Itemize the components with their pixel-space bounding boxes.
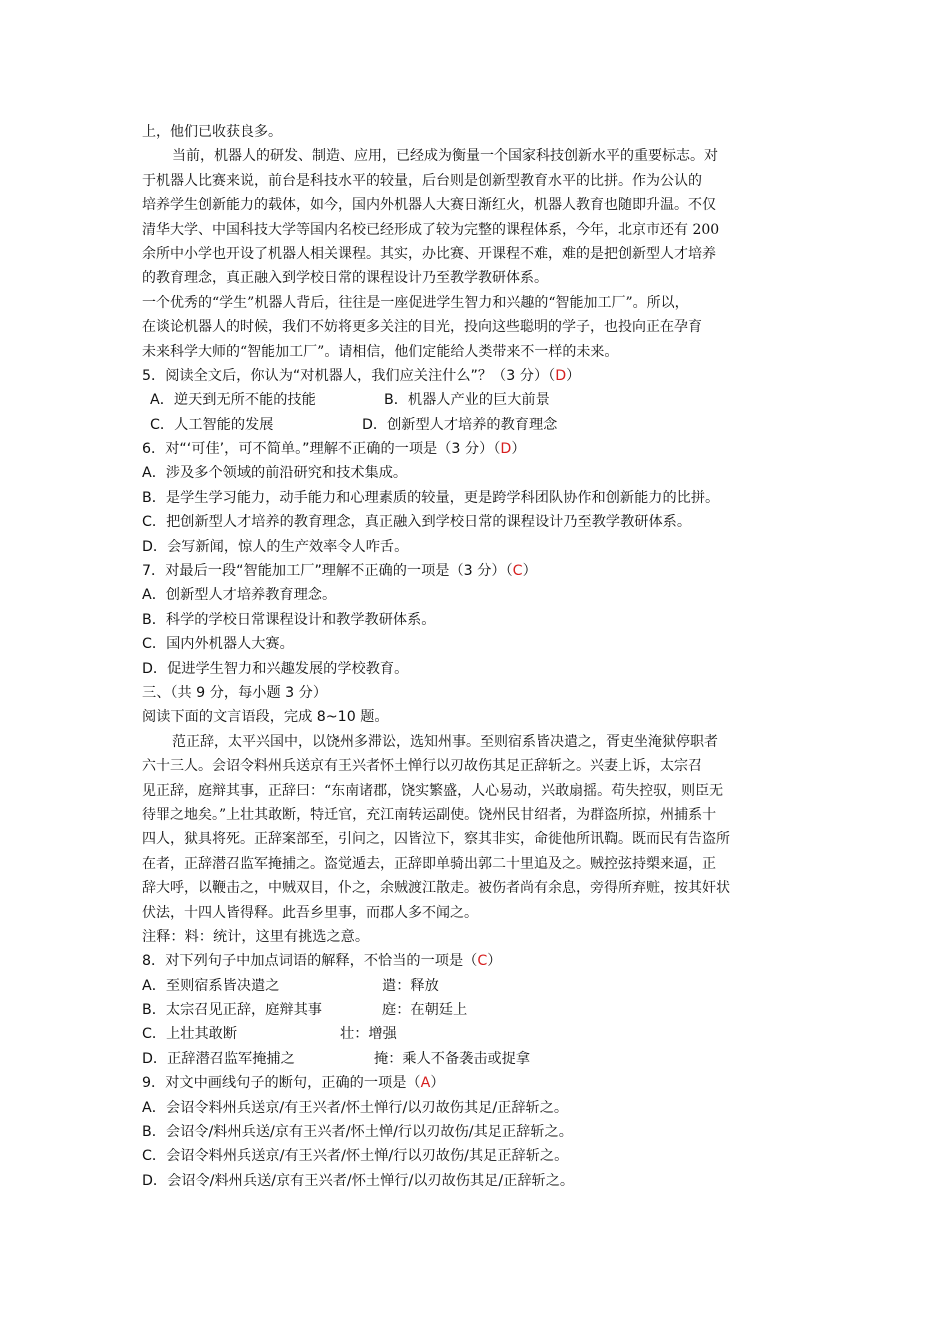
passage-line: 于机器人比赛来说，前台是科技水平的较量，后台则是创新型教育水平的比拼。作为公认的 [142, 172, 702, 189]
option-a-gloss: 遣：释放 [382, 977, 439, 994]
question-8-stem [142, 949, 818, 973]
stem-close: ） [430, 1075, 445, 1092]
passage-line: 当前，机器人的研发、制造、应用，已经成为衡量一个国家科技创新水平的重要标志。对 [172, 148, 718, 165]
stem-close: ） [522, 563, 537, 580]
option-a-sentence: A．至则宿系皆决遣之 [142, 977, 280, 994]
option-d: D．会写新闻，惊人的生产效率令人咋舌。 [142, 538, 409, 555]
answer-mark: D [555, 367, 567, 384]
section-3 [142, 681, 818, 949]
question-8 [142, 949, 818, 1071]
option-row [142, 1047, 818, 1071]
classical-text-line: 辞大呼，以鞭击之，中贼双目，仆之，余贼渡江散走。被伤者尚有余息，旁得所弃赃，按其奸状 [142, 880, 730, 897]
question-7 [142, 559, 818, 681]
document-page [142, 120, 818, 1193]
question-9-stem [142, 1071, 818, 1095]
section-instruction: 阅读下面的文言语段，完成 8~10 题。 [142, 709, 389, 726]
option-b: B．科学的学校日常课程设计和教学教研体系。 [142, 611, 436, 628]
option-d: D．创新型人才培养的教育理念 [362, 416, 558, 433]
option-c: C．人工智能的发展 [150, 416, 274, 433]
classical-text-line: 待罪之地矣。”上壮其敢断，特迁官，充江南转运副使。饶州民甘绍者，为群盗所掠，州捕系十 [142, 806, 717, 823]
option-b: B．会诏令/料州兵送/京有王兴者/怀土惮/行以刃故伤/其足正辞斩之。 [142, 1124, 573, 1141]
passage-line: 的教育理念，真正融入到学校日常的课程设计乃至教学教研体系。 [142, 270, 548, 287]
option-d-sentence: D．正辞潜召监军掩捕之 [142, 1050, 295, 1067]
option-d: D．会诏令/料州兵送/京有王兴者/怀土惮行/以刃故伤其足/正辞斩之。 [142, 1172, 575, 1189]
option-row [142, 388, 818, 412]
passage-line: 未来科学大师的“智能加工厂”。请相信，他们定能给人类带来不一样的未来。 [142, 343, 619, 360]
question-stem-text: 8．对下列句子中加点词语的解释，不恰当的一项是（ [142, 953, 478, 970]
option-c: C．把创新型人才培养的教育理念，真正融入到学校日常的课程设计乃至教学教研体系。 [142, 514, 692, 531]
option-a: A．会诏令料州兵送京/有王兴者/怀土惮行/以刃故伤其足/正辞斩之。 [142, 1099, 569, 1116]
question-9 [142, 1071, 818, 1193]
option-row [142, 998, 818, 1022]
option-c: C．会诏令料州兵送京/有王兴者/怀土惮/行以刃故伤/其足正辞斩之。 [142, 1148, 569, 1165]
option-b: B．是学生学习能力，动手能力和心理素质的较量，更是跨学科团队协作和创新能力的比拼。 [142, 489, 720, 506]
question-7-stem [142, 559, 818, 583]
passage-line: 清华大学、中国科技大学等国内名校已经形成了较为完整的课程体系，今年，北京市还有 200 [142, 221, 720, 238]
option-row [142, 974, 818, 998]
passage-line: 培养学生创新能力的载体，如今，国内外机器人大赛日渐红火，机器人教育也随即升温。不仅 [142, 197, 716, 214]
option-b-gloss: 庭：在朝廷上 [382, 1002, 468, 1019]
option-b: B．机器人产业的巨大前景 [384, 392, 550, 409]
passage-line: 上，他们已收获良多。 [142, 124, 282, 140]
answer-mark: A [420, 1075, 431, 1092]
option-d: D．促进学生智力和兴趣发展的学校教育。 [142, 660, 409, 677]
option-row [142, 413, 818, 437]
passage-line: 在谈论机器人的时候，我们不妨将更多关注的目光，投向这些聪明的学子，也投向正在孕育 [142, 319, 702, 336]
passage [142, 120, 818, 364]
question-stem-text: 5．阅读全文后，你认为“对机器人，我们应关注什么”？（3 分）（ [142, 367, 556, 384]
passage-line: 余所中小学也开设了机器人相关课程。其实，办比赛、开课程不难，难的是把创新型人才培养 [142, 245, 716, 262]
stem-close: ） [487, 953, 502, 970]
classical-text-line: 见正辞，庭辩其事，正辞曰：“东南诸郡，饶实繁盛，人心易动，兴敢扇摇。苟失控驭，则臣无 [142, 782, 724, 799]
answer-mark: C [477, 953, 488, 970]
question-5-stem [142, 364, 818, 388]
question-stem-text: 9．对文中画线句子的断句，正确的一项是（ [142, 1075, 421, 1092]
classical-text-line: 伏法，十四人皆得释。此吾乡里事，而郡人多不闻之。 [142, 904, 478, 921]
stem-close: ） [566, 367, 581, 384]
question-6-stem [142, 437, 818, 461]
classical-text-line: 四人，狱具将死。正辞案部至，引问之，囚皆泣下，察其非实，命徙他所讯鞫。既而民有告盗所 [142, 831, 730, 848]
option-a: A．逆天到无所不能的技能 [150, 392, 316, 409]
passage-line: 一个优秀的“学生”机器人背后，往往是一座促进学生智力和兴趣的“智能加工厂”。所以， [142, 294, 689, 311]
answer-mark: D [500, 441, 512, 458]
stem-close: ） [511, 441, 526, 458]
classical-text-line: 在者，正辞潜召监军掩捕之。盗觉遁去，正辞即单骑出郭二十里追及之。贼控弦持槊来逼，正 [142, 855, 716, 872]
option-row [142, 1022, 818, 1046]
option-c: C．国内外机器人大赛。 [142, 636, 294, 653]
question-5 [142, 364, 818, 437]
question-6 [142, 437, 818, 559]
question-stem-text: 7．对最后一段“智能加工厂”理解不正确的一项是（3 分）（ [142, 563, 513, 580]
answer-mark: C [512, 563, 523, 580]
classical-text-line: 范正辞，太平兴国中，以饶州多滞讼，选知州事。至则宿系皆决遣之，胥吏坐淹狱停职者 [172, 733, 718, 750]
option-a: A．创新型人才培养教育理念。 [142, 587, 337, 604]
option-a: A．涉及多个领域的前沿研究和技术集成。 [142, 465, 408, 482]
option-c-gloss: 壮：增强 [340, 1026, 397, 1043]
question-stem-text: 6．对“‘可佳’，可不简单。”理解不正确的一项是（3 分）（ [142, 441, 501, 458]
section-heading: 三、（共 9 分，每小题 3 分） [142, 684, 328, 701]
annotation-note: 注释：料：统计，这里有挑选之意。 [142, 928, 370, 945]
option-b-sentence: B．太宗召见正辞，庭辩其事 [142, 1002, 322, 1019]
option-c-sentence: C．上壮其敢断 [142, 1026, 238, 1043]
classical-text-line: 六十三人。会诏令料州兵送京有王兴者怀土惮行以刃故伤其足正辞斩之。兴妻上诉，太宗召 [142, 758, 702, 775]
option-d-gloss: 掩：乘人不备袭击或捉拿 [374, 1050, 531, 1067]
